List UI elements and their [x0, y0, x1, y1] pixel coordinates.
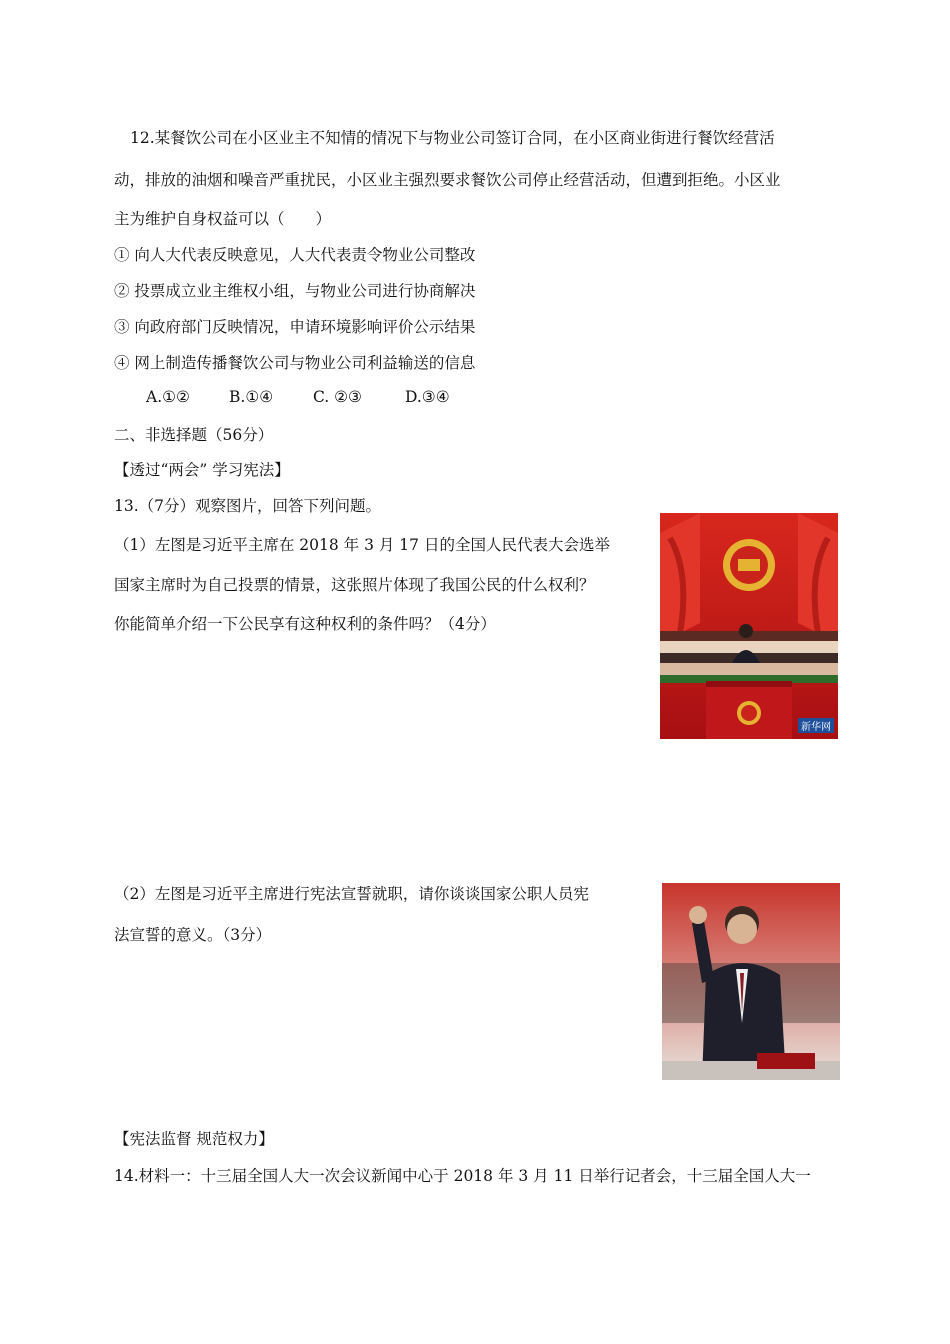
photo-watermark: 新华网 [798, 718, 834, 733]
q14-line1: 14.材料一：十三届全国人大一次会议新闻中心于 2018 年 3 月 11 日举行记者会，十三届全国人大一 [114, 1167, 811, 1185]
theme-heading-1: 【透过“两会” 学习宪法】 [114, 461, 290, 479]
q13-p1-line3: 你能简单介绍一下公民享有这种权利的条件吗？（4分） [114, 615, 496, 633]
q12-item-4: ④ 网上制造传播餐饮公司与物业公司利益输送的信息 [114, 354, 476, 372]
option-a: A.①② [146, 388, 190, 406]
q12-item-3: ③ 向政府部门反映情况，申请环境影响评价公示结果 [114, 318, 476, 336]
q13-p2-line2: 法宣誓的意义。（3分） [114, 926, 272, 944]
q13-p2-line1: （2）左图是习近平主席进行宪法宣誓就职，请你谈谈国家公职人员宪 [114, 885, 589, 903]
q12-item-2: ② 投票成立业主维权小组，与物业公司进行协商解决 [114, 282, 476, 300]
q12-item-1: ① 向人大代表反映意见，人大代表责令物业公司整改 [114, 246, 476, 264]
q13-intro: 13.（7分）观察图片，回答下列问题。 [114, 497, 382, 515]
q13-p1-line2: 国家主席时为自己投票的情景，这张照片体现了我国公民的什么权利？ [114, 576, 595, 594]
option-d: D.③④ [405, 388, 450, 406]
option-b: B.①④ [229, 388, 274, 406]
voting-photo [660, 513, 838, 739]
oath-photo [662, 883, 840, 1080]
q12-stem-line2: 动，排放的油烟和噪音严重扰民，小区业主强烈要求餐饮公司停止经营活动，但遭到拒绝。小区业 [114, 171, 781, 189]
section-heading: 二、非选择题（56分） [114, 426, 274, 444]
option-c: C. ②③ [313, 388, 362, 406]
theme-heading-2: 【宪法监督 规范权力】 [114, 1130, 274, 1148]
q12-stem-line1: 12.某餐饮公司在小区业主不知情的情况下与物业公司签订合同，在小区商业街进行餐饮经营活 [130, 129, 775, 147]
voting-photo-illustration [660, 513, 838, 739]
q12-stem-line3: 主为维护自身权益可以（ ） [114, 210, 332, 228]
q12-options [146, 388, 450, 406]
oath-photo-illustration [662, 883, 840, 1080]
q13-p1-line1: （1）左图是习近平主席在 2018 年 3 月 17 日的全国人民代表大会选举 [114, 536, 610, 554]
